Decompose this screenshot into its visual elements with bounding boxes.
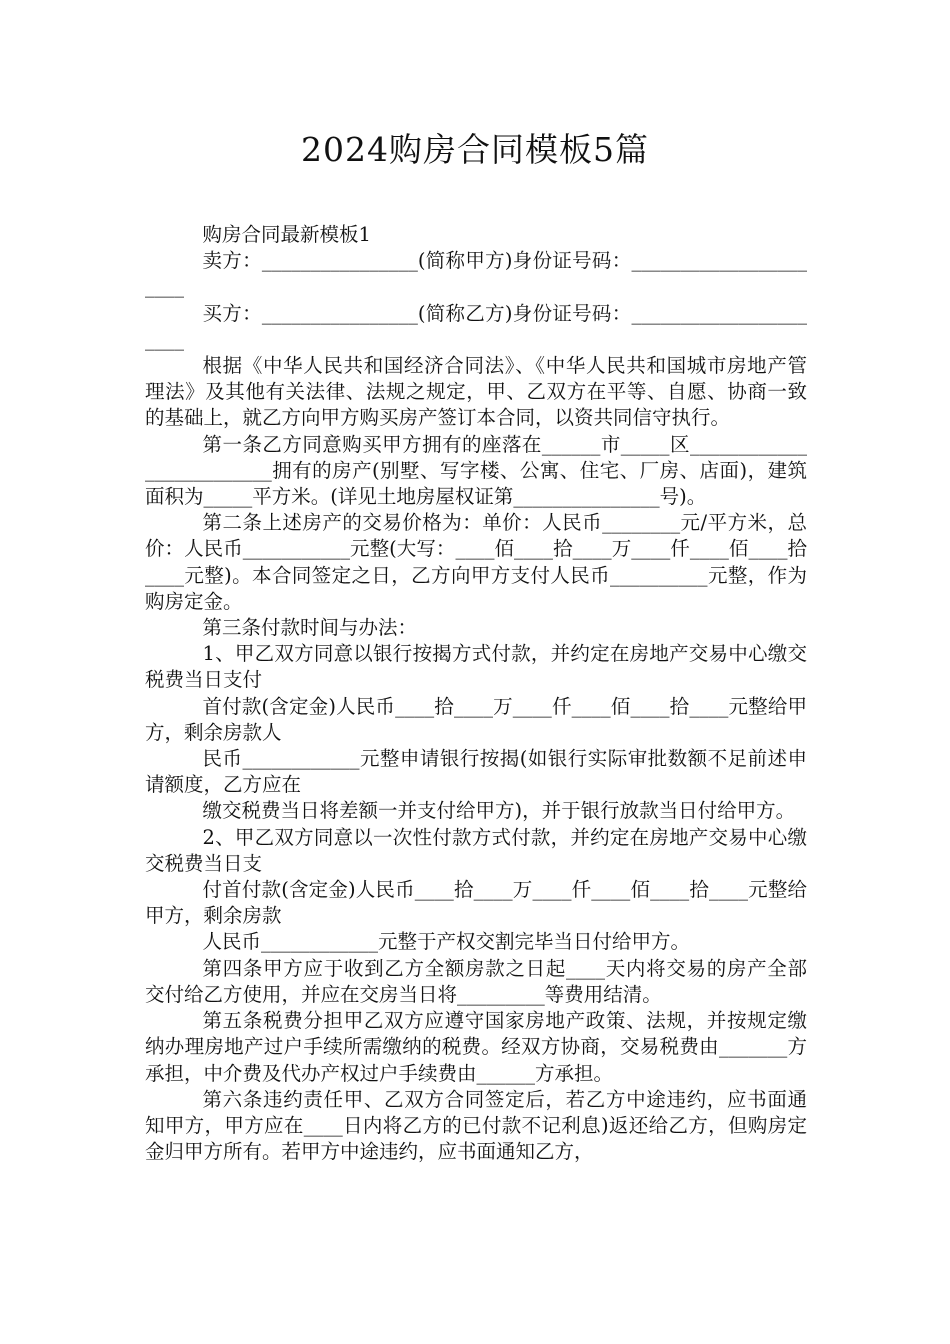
- article-4-paragraph: 第四条甲方应于收到乙方全额房款之日起____天内将交易的房产全部交付给乙方使用，并应在交房当日将_________等费用结清。: [145, 956, 807, 1006]
- section-heading: 购房合同最新模板1: [202, 223, 371, 246]
- document-body: [145, 222, 807, 1165]
- article-6-paragraph: 第六条违约责任甲、乙双方合同签定后，若乙方中途违约，应书面通知甲方，甲方应在____日内将乙方的已付款不记利息)返还给乙方，但购房定金归甲方所有。若甲方中途违约，应书面通知乙方，: [145, 1087, 807, 1164]
- article-3-item-1: 1、甲乙双方同意以银行按揭方式付款，并约定在房地产交易中心缴交税费当日支付: [145, 642, 807, 692]
- article-2-paragraph: 第二条上述房产的交易价格为：单价：人民币________元/平方米，总价：人民币___________元整(大写：____佰____拾____万____仟____佰____拾____元整)。本合同签定之日，乙方向甲方支付人民币__________元整，作为购房定金。: [145, 511, 807, 613]
- preamble-paragraph: 根据《中华人民共和国经济合同法》、《中华人民共和国城市房地产管理法》及其他有关法律、法规之规定，甲、乙双方在平等、自愿、协商一致的基础上，就乙方向甲方购买房产签订本合同，以资共同信守执行。: [145, 354, 807, 430]
- buyer-line: 买方：________________(简称乙方)身份证号码：______________________: [145, 301, 807, 351]
- document-title: 2024购房合同模板5篇: [301, 130, 649, 169]
- article-3-item-2: 2、甲乙双方同意以一次性付款方式付款，并约定在房地产交易中心缴交税费当日支: [145, 825, 807, 875]
- seller-line: 卖方：________________(简称甲方)身份证号码：______________________: [145, 249, 807, 299]
- article-3-item-1-tax: 缴交税费当日将差额一并支付给甲方)，并于银行放款当日付给甲方。: [202, 799, 796, 823]
- article-3-item-2-remainder: 人民币____________元整于产权交割完毕当日付给甲方。: [202, 930, 691, 954]
- article-1-paragraph: 第一条乙方同意购买甲方拥有的座落在______市_____区_________________________拥有的房产(别墅、写字楼、公寓、住宅、厂房、店面)，建筑面积为_____平方米。(详见土地房屋权证第_______________号)。: [145, 432, 807, 509]
- article-5-paragraph: 第五条税费分担甲乙双方应遵守国家房地产政策、法规，并按规定缴纳办理房地产过户手续所需缴纳的税费。经双方协商，交易税费由_______方承担，中介费及代办产权过户手续费由______方承担。: [145, 1009, 807, 1085]
- article-3-heading: 第三条付款时间与办法：: [202, 616, 418, 640]
- article-3-item-1-down-payment: 首付款(含定金)人民币____拾____万____仟____佰____拾____元整给甲方，剩余房款人: [145, 694, 807, 744]
- article-3-item-1-mortgage: 民币____________元整申请银行按揭(如银行实际审批数额不足前述申请额度，乙方应在: [145, 747, 807, 797]
- article-3-item-2-down-payment: 付首付款(含定金)人民币____拾____万____仟____佰____拾____元整给甲方，剩余房款: [145, 878, 807, 928]
